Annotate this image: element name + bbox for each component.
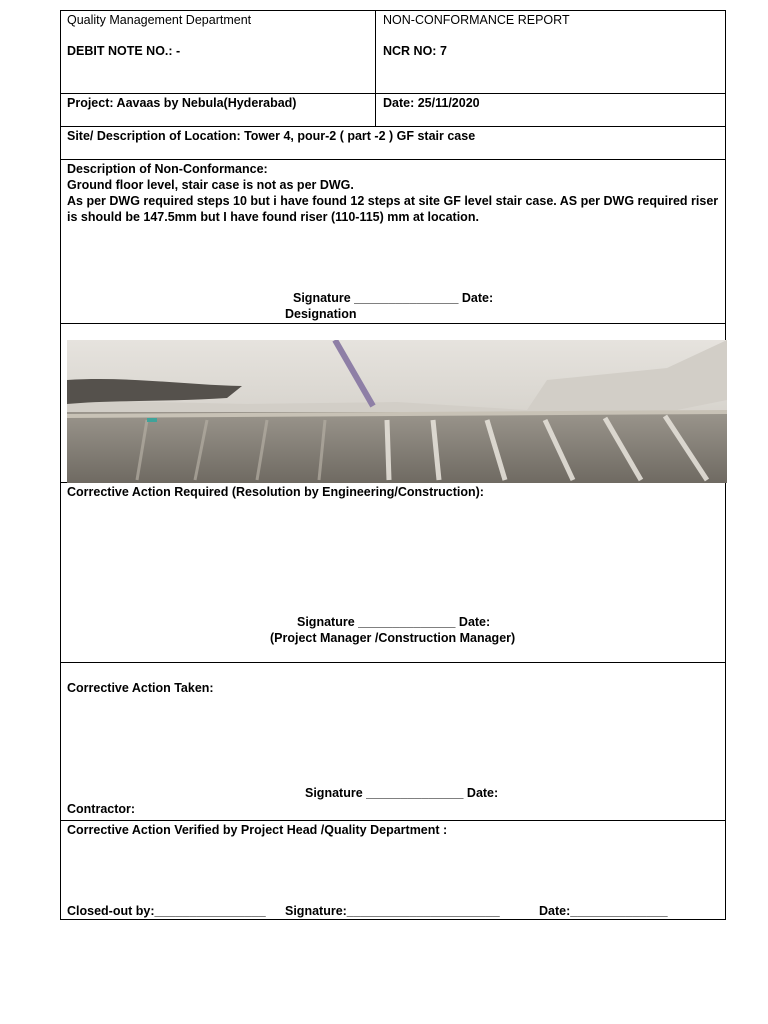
nonconformance-signature: Signature _______________ Date: [293, 291, 494, 305]
department-name: Quality Management Department [67, 13, 252, 27]
header-right-cell [376, 11, 727, 93]
photo-row [61, 324, 725, 483]
corrective-required-heading: Corrective Action Required (Resolution by Engineering/Construction): [67, 485, 484, 499]
nonconformance-heading: Description of Non-Conformance: [67, 162, 268, 176]
closed-out-field: Closed-out by:________________ [67, 904, 266, 918]
corrective-taken-row [61, 663, 725, 821]
header-row [61, 11, 725, 94]
date-cell [376, 94, 727, 126]
site-photo [67, 340, 727, 483]
nonconformance-designation: Designation [285, 307, 357, 321]
verification-heading: Corrective Action Verified by Project Head /Quality Department : [67, 823, 448, 837]
project-name: Project: Aavaas by Nebula(Hyderabad) [67, 96, 297, 110]
nonconformance-row [61, 160, 725, 324]
ncr-number: NCR NO: 7 [383, 44, 447, 58]
report-title: NON-CONFORMANCE REPORT [383, 13, 570, 27]
project-row [61, 94, 725, 127]
site-row [61, 127, 725, 160]
nonconformance-details: As per DWG required steps 10 but i have found 12 steps at site GF level stair case. AS per DWG required riser is should be 147.5mm but I have found riser (110-115) mm at location. [67, 194, 719, 224]
corrective-required-row [61, 483, 725, 663]
corrective-taken-signature: Signature ______________ Date: [305, 786, 499, 800]
verification-date-field: Date:______________ [539, 904, 668, 918]
corrective-required-signature: Signature ______________ Date: [297, 615, 491, 629]
verification-row [61, 821, 725, 919]
stair-case-photo [67, 340, 727, 483]
site-location: Site/ Description of Location: Tower 4, pour-2 ( part -2 ) GF stair case [67, 129, 476, 143]
report-date: Date: 25/11/2020 [383, 96, 480, 110]
nonconformance-summary: Ground floor level, stair case is not as per DWG. [67, 178, 354, 192]
debit-note-number: DEBIT NOTE NO.: - [67, 44, 181, 58]
verification-signature-field: Signature:______________________ [285, 904, 500, 918]
corrective-required-role: (Project Manager /Construction Manager) [270, 631, 516, 645]
header-left-cell [61, 11, 376, 93]
project-cell [61, 94, 376, 126]
ncr-form [60, 10, 726, 920]
corrective-taken-heading: Corrective Action Taken: [67, 681, 214, 695]
contractor-label: Contractor: [67, 802, 136, 816]
